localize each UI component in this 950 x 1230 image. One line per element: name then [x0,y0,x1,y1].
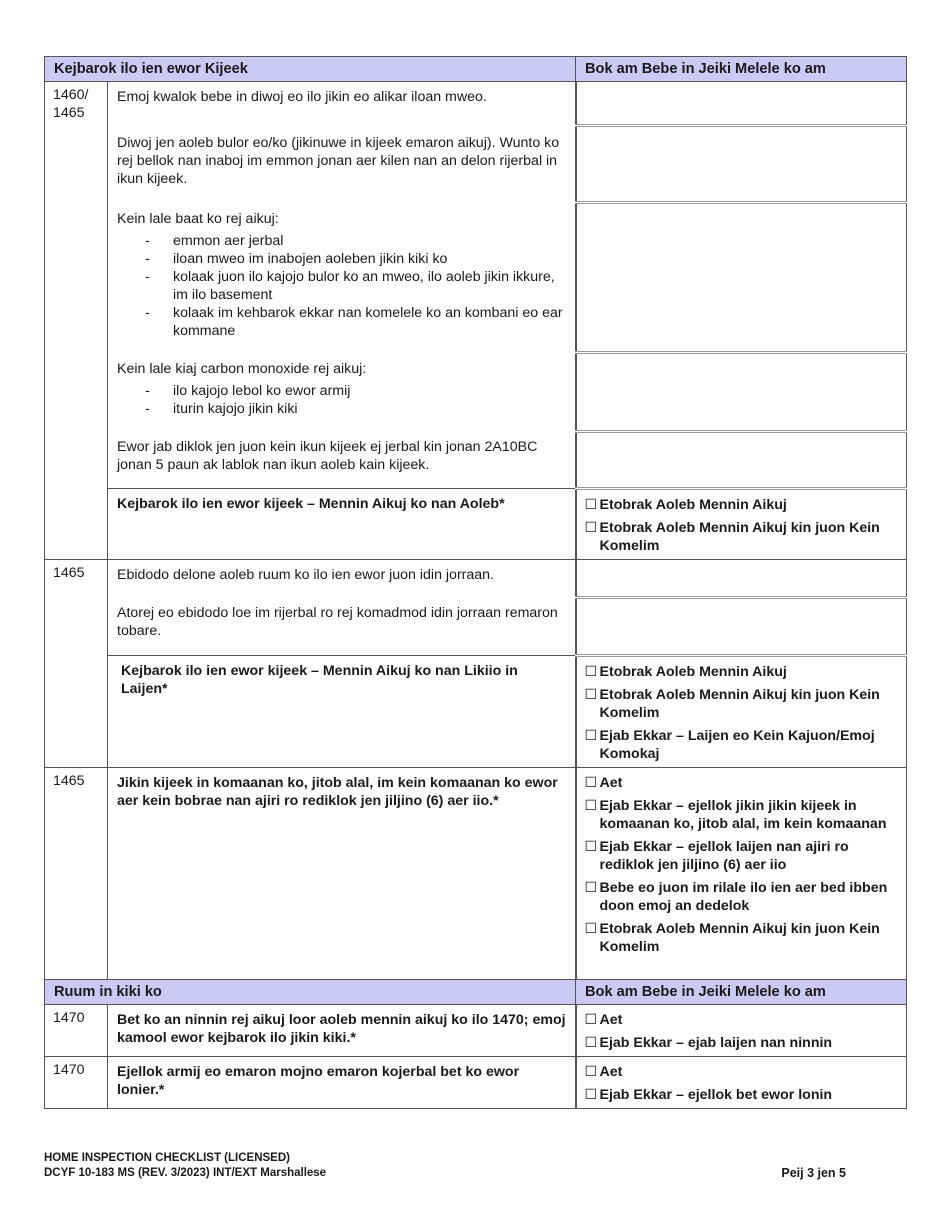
checkbox-option[interactable]: ☐ Ejab Ekkar – Laijen eo Kein Kajuon/Emoj Komokaj [584,728,875,762]
header-bedrooms-title: Ruum in kiki ko [45,980,576,1005]
checkbox-option[interactable]: ☐ Etobrak Aoleb Mennin Aikuj kin juon Kein Komelim [584,921,880,955]
checkbox[interactable]: ☐ [584,728,598,744]
table-row [45,1005,907,1057]
list-item: - kolaak im kehbarok ekkar nan komelele ko an kombani eo ear kommane [117,304,567,340]
table-header-fire-safety [45,57,907,82]
wac-code-1470: 1470 [45,1005,108,1057]
checkbox-option[interactable]: ☐ Bebe eo juon im rilale ilo ien aer bed ibben doon emoj an dedelok [584,880,888,914]
requirement-text: Diwoj jen aoleb bulor eo/ko (jikinuwe in kijeek emaron aikuj). Wunto ko rej bellok nan inaboj im emmon jonan aer kilen nan an delon rijerbal in ikun kijeek. [108,126,576,203]
answer-field[interactable] [576,432,907,489]
table-row [45,353,907,432]
answer-options [576,656,907,768]
header-answer-column: Bok am Bebe in Jeiki Melele ko am [576,980,907,1005]
requirement-text: Bet ko an ninnin rej aikuj loor aoleb mennin aikuj ko ilo 1470; emoj kamool ewor kejbarok ilo jikin kiki.* [108,1005,576,1057]
answer-options [576,489,907,560]
wac-code-1465: 1465 [45,768,108,980]
table-row [45,1057,907,1109]
requirement-intro: Kein lale baat ko rej aikuj: [117,210,279,227]
requirement-text: Emoj kwalok bebe in diwoj eo ilo jikin eo alikar iloan mweo. [108,82,576,126]
checkbox-option[interactable]: ☐ Ejab Ekkar – ejellok bet ewor lonin [584,1087,833,1103]
checkbox-option[interactable]: ☐ Etobrak Aoleb Mennin Aikuj kin juon Kein Komelim [584,520,880,554]
checkbox[interactable]: ☐ [584,520,598,536]
list-item: - emmon aer jerbal [117,232,567,250]
table-row [45,489,907,560]
form-footer [44,1151,326,1181]
checkbox[interactable]: ☐ [584,921,598,937]
checkbox-option[interactable]: ☐ Ejab Ekkar – ejab laijen nan ninnin [584,1035,833,1051]
form-number: DCYF 10-183 MS (REV. 3/2023) INT/EXT Marshallese [44,1167,327,1179]
requirement-text: Ebidodo delone aoleb ruum ko ilo ien ewor juon idin jorraan. [108,560,576,598]
checklist-page [44,56,906,1109]
requirement-text: Ejellok armij eo emaron mojno emaron kojerbal bet ko ewor lonier.* [108,1057,576,1109]
table-row [45,82,907,126]
checkbox[interactable]: ☐ [584,1087,598,1103]
table-row [45,768,907,980]
header-fire-safety-title: Kejbarok ilo ien ewor Kijeek [45,57,576,82]
checkbox-option[interactable]: ☐ Etobrak Aoleb Mennin Aikuj [584,497,787,513]
requirement-text: Ewor jab diklok jen juon kein ikun kijeek ej jerbal kin jonan 2A10BC jonan 5 paun ak lablok nan ikun aoleb kain kijeek. [108,432,576,489]
answer-field[interactable] [576,560,907,598]
requirement-list [117,382,567,418]
list-item: - ilo kajojo lebol ko ewor armij [117,382,567,400]
requirement-list [117,232,567,340]
header-answer-column: Bok am Bebe in Jeiki Melele ko am [576,57,907,82]
summary-text: Kejbarok ilo ien ewor kijeek – Mennin Aikuj ko nan Likiio in Laijen* [108,656,576,768]
wac-code-1460-1465: 1460/ 1465 [45,82,108,560]
checkbox[interactable]: ☐ [584,687,598,703]
checkbox-option[interactable]: ☐ Etobrak Aoleb Mennin Aikuj [584,664,787,680]
checkbox[interactable]: ☐ [584,1012,598,1028]
table-header-bedrooms [45,980,907,1005]
checkbox-option[interactable]: ☐ Aet [584,1064,623,1080]
checkbox[interactable]: ☐ [584,497,598,513]
checkbox-option[interactable]: ☐ Etobrak Aoleb Mennin Aikuj kin juon Kein Komelim [584,687,880,721]
list-item: - iturin kajojo jikin kiki [117,400,567,418]
table-row [45,560,907,598]
answer-field[interactable] [576,126,907,203]
answer-field[interactable] [576,82,907,126]
form-title: HOME INSPECTION CHECKLIST (LICENSED) [44,1152,290,1164]
table-row [45,656,907,768]
checkbox[interactable]: ☐ [584,839,598,855]
checkbox[interactable]: ☐ [584,1035,598,1051]
list-item: - iloan mweo im inabojen aoleben jikin kiki ko [117,250,567,268]
requirement-text: Atorej eo ebidodo loe im rijerbal ro rej komadmod idin jorraan remaron tobare. [108,598,576,656]
answer-field[interactable] [576,598,907,656]
wac-code-1470: 1470 [45,1057,108,1109]
answer-options [576,768,907,980]
answer-field[interactable] [576,353,907,432]
checkbox[interactable]: ☐ [584,664,598,680]
checkbox-option[interactable]: ☐ Ejab Ekkar – ejellok jikin jikin kijeek in komaanan ko, jitob alal, im kein komaanan [584,798,887,832]
table-row [45,203,907,353]
requirement-co-alarms [108,353,576,432]
wac-code-1465: 1465 [45,560,108,768]
list-item: - kolaak juon ilo kajojo bulor ko an mweo, ilo aoleb jikin ikkure, im ilo basement [117,268,567,304]
checkbox-option[interactable]: ☐ Ejab Ekkar – ejellok laijen nan ajiri ro rediklok jen jiljino (6) aer iio [584,839,849,873]
checkbox[interactable]: ☐ [584,775,598,791]
checkbox[interactable]: ☐ [584,1064,598,1080]
table-row [45,432,907,489]
answer-options [576,1057,907,1109]
summary-text: Kejbarok ilo ien ewor kijeek – Mennin Aikuj ko nan Aoleb* [108,489,576,560]
checkbox[interactable]: ☐ [584,880,598,896]
requirement-intro: Kein lale kiaj carbon monoxide rej aikuj: [117,360,367,377]
requirement-smoke-detectors [108,203,576,353]
table-row [45,126,907,203]
page-number: Peij 3 jen 5 [781,1166,846,1180]
answer-field[interactable] [576,203,907,353]
checkbox-option[interactable]: ☐ Aet [584,775,623,791]
checkbox[interactable]: ☐ [584,798,598,814]
checkbox-option[interactable]: ☐ Aet [584,1012,623,1028]
checklist-table [44,56,907,1109]
requirement-text: Jikin kijeek in komaanan ko, jitob alal, im kein komaanan ko ewor aer kein bobrae nan ajiri ro rediklok jen jiljino (6) aer iio.* [108,768,576,980]
answer-options [576,1005,907,1057]
table-row [45,598,907,656]
